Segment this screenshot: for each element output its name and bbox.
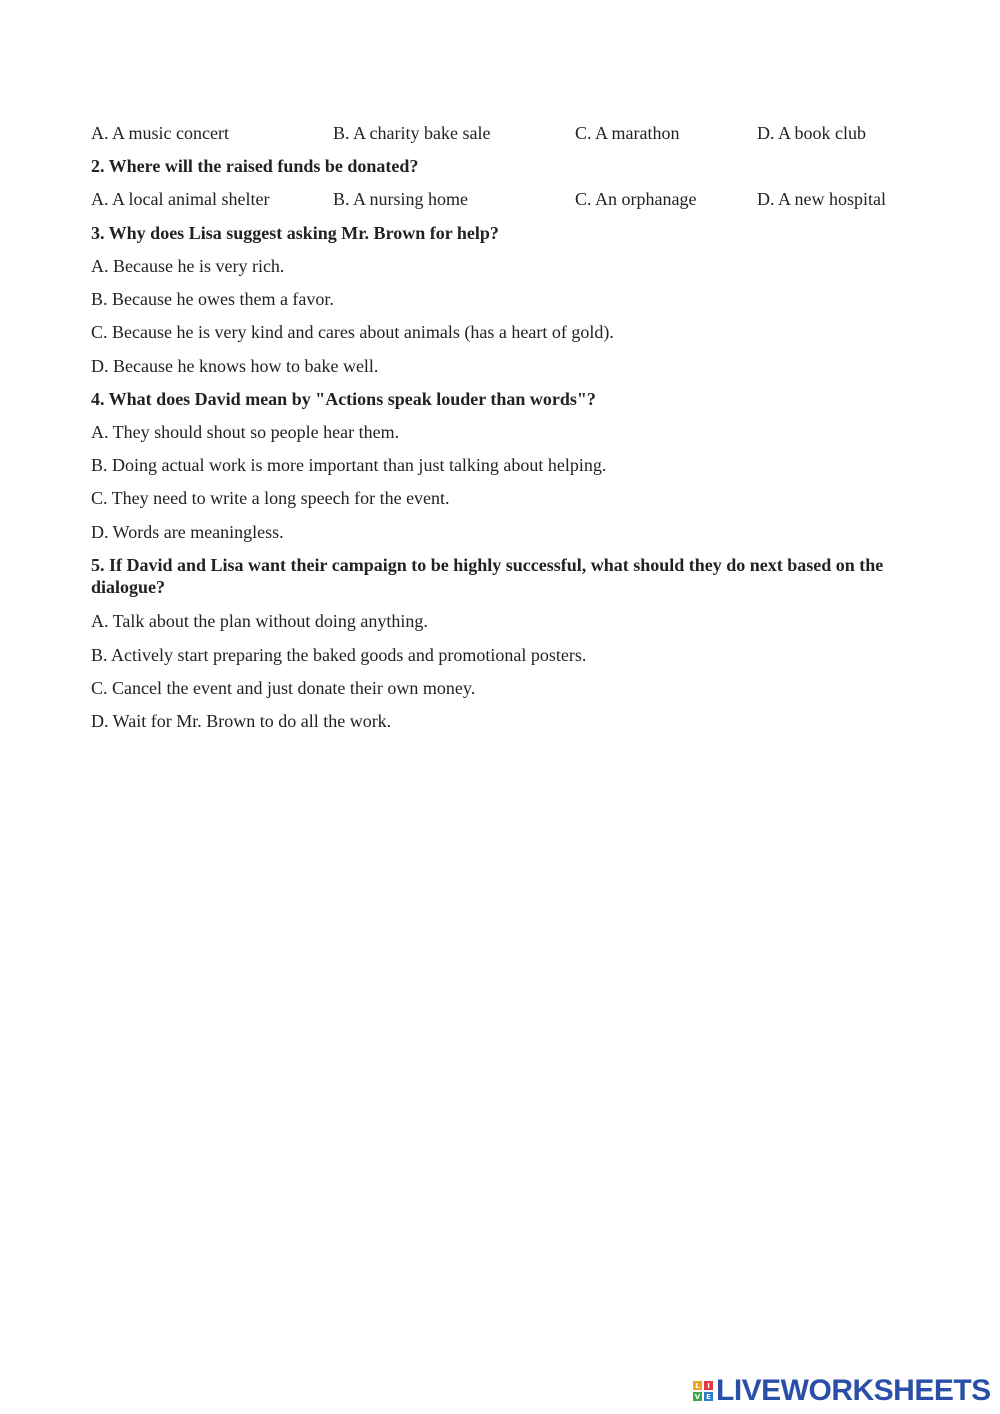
q5-option-d[interactable]: D. Wait for Mr. Brown to do all the work. [91, 711, 392, 731]
q1-option-c[interactable]: C. A marathon [575, 123, 680, 143]
logo-letter: E [704, 1392, 713, 1401]
q4-option-d[interactable]: D. Words are meaningless. [91, 522, 284, 542]
q2-question: 2. Where will the raised funds be donated? [91, 156, 419, 176]
q3-option-d[interactable]: D. Because he knows how to bake well. [91, 356, 379, 376]
liveworksheets-logo [693, 1374, 991, 1408]
q2-option-d[interactable]: D. A new hospital [757, 189, 886, 209]
q3-question: 3. Why does Lisa suggest asking Mr. Brown for help? [91, 223, 499, 243]
brand-text: LIVEWORKSHEETS [716, 1374, 991, 1407]
logo-letter: I [704, 1381, 713, 1390]
q3-option-b[interactable]: B. Because he owes them a favor. [91, 289, 334, 309]
q4-question: 4. What does David mean by "Actions speak louder than words"? [91, 389, 596, 409]
q1-option-d[interactable]: D. A book club [757, 123, 867, 143]
q5-option-c[interactable]: C. Cancel the event and just donate their own money. [91, 678, 476, 698]
q5-option-a[interactable]: A. Talk about the plan without doing anything. [91, 611, 428, 631]
q2-option-b[interactable]: B. A nursing home [333, 189, 469, 209]
q4-option-b[interactable]: B. Doing actual work is more important than just talking about helping. [91, 455, 607, 475]
q5-option-b[interactable]: B. Actively start preparing the baked goods and promotional posters. [91, 645, 587, 665]
logo-letter: V [694, 1392, 701, 1401]
q1-option-a[interactable]: A. A music concert [91, 123, 229, 143]
q5-question: 5. If David and Lisa want their campaign to be highly successful, what should they do next based on the dialogue? [91, 555, 884, 597]
logo-letter: L [693, 1381, 702, 1390]
q3-option-c[interactable]: C. Because he is very kind and cares about animals (has a heart of gold). [91, 322, 614, 342]
logo-mark-icon [693, 1381, 713, 1401]
q4-option-c[interactable]: C. They need to write a long speech for the event. [91, 488, 450, 508]
q1-option-b[interactable]: B. A charity bake sale [333, 123, 491, 143]
q2-option-a[interactable]: A. A local animal shelter [91, 189, 270, 209]
q2-option-c[interactable]: C. An orphanage [575, 189, 697, 209]
q3-option-a[interactable]: A. Because he is very rich. [91, 256, 285, 276]
q4-option-a[interactable]: A. They should shout so people hear them. [91, 422, 400, 442]
